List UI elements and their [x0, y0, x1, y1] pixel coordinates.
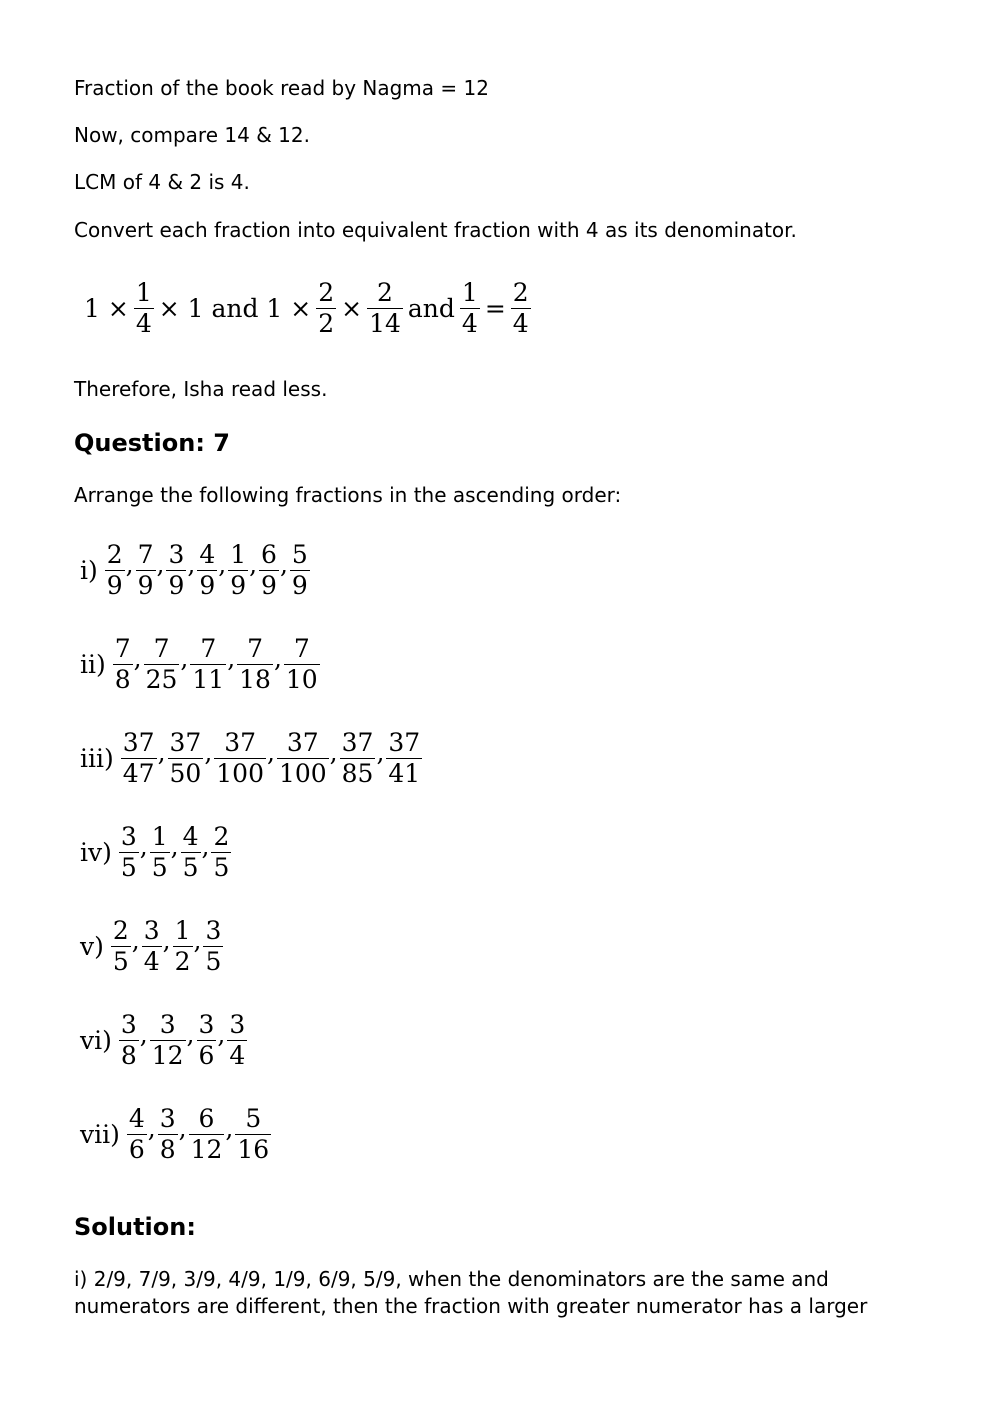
comma-separator: , — [170, 832, 179, 861]
eq-fraction-3: $\frac{2}{14}$ — [369, 278, 401, 338]
question-prompt: Arrange the following fractions in the ascending order: — [74, 483, 622, 507]
fraction: $\frac{3}{5}$ — [205, 916, 222, 976]
comma-separator: , — [267, 738, 275, 767]
comma-separator: , — [204, 738, 213, 767]
fraction: $\frac{1}{5}$ — [151, 822, 168, 882]
comma-separator: , — [162, 926, 171, 955]
item-label: vii) — [80, 1120, 120, 1149]
fraction: $\frac{3}{8}$ — [159, 1104, 176, 1164]
eq-token-4: and — [407, 294, 455, 323]
fraction: $\frac{7}{11}$ — [192, 634, 225, 694]
fraction: $\frac{3}{4}$ — [143, 916, 160, 976]
fraction: $\frac{37}{85}$ — [341, 728, 374, 788]
text-line-nagma: Fraction of the book read by Nagma = 12 — [74, 76, 489, 100]
item-label: v) — [80, 932, 104, 961]
fraction: $\frac{4}{9}$ — [199, 540, 216, 600]
eq-fraction-4: $\frac{1}{4}$ — [461, 278, 478, 338]
fraction: $\frac{1}{9}$ — [230, 540, 247, 600]
text-line-lcm: LCM of 4 & 2 is 4. — [74, 170, 250, 194]
comma-separator: , — [279, 550, 288, 579]
equivalent-fraction-equation — [80, 278, 532, 339]
eq-token-3: × — [341, 294, 363, 323]
comma-separator: , — [249, 550, 258, 579]
fraction-list-item — [80, 728, 423, 789]
comma-separator: , — [178, 1114, 187, 1143]
fraction: $\frac{37}{100}$ — [278, 728, 327, 788]
solution-heading: Solution: — [74, 1213, 196, 1241]
comma-separator: , — [376, 738, 385, 767]
eq-fraction-5: $\frac{2}{4}$ — [512, 278, 529, 338]
item-label: i) — [80, 556, 98, 585]
fraction: $\frac{2}{5}$ — [112, 916, 129, 976]
fraction: $\frac{7}{9}$ — [137, 540, 154, 600]
eq-token-2: × 1 and 1 × — [158, 294, 312, 323]
eq-token-5: = — [484, 294, 506, 323]
comma-separator: , — [217, 1020, 226, 1049]
fraction: $\frac{4}{5}$ — [182, 822, 199, 882]
eq-fraction-1: $\frac{1}{4}$ — [135, 278, 152, 338]
comma-separator: , — [227, 644, 236, 673]
fraction: $\frac{6}{9}$ — [261, 540, 277, 600]
fraction: $\frac{5}{16}$ — [237, 1104, 270, 1164]
fraction: $\frac{2}{5}$ — [213, 822, 230, 882]
fraction: $\frac{6}{12}$ — [190, 1104, 223, 1164]
fraction: $\frac{37}{100}$ — [216, 728, 264, 788]
fraction: $\frac{3}{9}$ — [168, 540, 185, 600]
comma-separator: , — [273, 644, 282, 673]
eq-fraction-2: $\frac{2}{2}$ — [318, 278, 335, 338]
comma-separator: , — [187, 550, 196, 579]
fraction: $\frac{3}{8}$ — [120, 1010, 137, 1070]
fraction: $\frac{37}{50}$ — [169, 728, 202, 788]
fraction-list-item — [80, 540, 311, 601]
fraction: $\frac{37}{47}$ — [122, 728, 155, 788]
text-line-conclusion: Therefore, Isha read less. — [74, 377, 328, 401]
text-line-compare: Now, compare 14 & 12. — [74, 123, 310, 147]
fraction: $\frac{4}{6}$ — [128, 1104, 145, 1164]
comma-separator: , — [131, 926, 140, 955]
fraction: $\frac{3}{6}$ — [198, 1010, 215, 1070]
fraction: $\frac{7}{10}$ — [285, 634, 318, 694]
item-label: iii) — [80, 744, 114, 773]
comma-separator: , — [180, 644, 189, 673]
fraction-list-item — [80, 916, 224, 977]
comma-separator: , — [139, 1020, 148, 1049]
item-label: vi) — [80, 1026, 112, 1055]
comma-separator: , — [218, 550, 227, 579]
comma-separator: , — [133, 644, 142, 673]
fraction-list-item — [80, 634, 321, 695]
comma-separator: , — [186, 1020, 195, 1049]
fraction: $\frac{2}{9}$ — [106, 540, 123, 600]
fraction: $\frac{7}{18}$ — [239, 634, 271, 694]
comma-separator: , — [139, 832, 148, 861]
comma-separator: , — [156, 550, 165, 579]
comma-separator: , — [225, 1114, 234, 1143]
comma-separator: , — [125, 550, 134, 579]
fraction: $\frac{1}{2}$ — [174, 916, 191, 976]
fraction: $\frac{7}{8}$ — [114, 634, 131, 694]
fraction: $\frac{5}{9}$ — [291, 540, 308, 600]
fraction: $\frac{3}{5}$ — [120, 822, 137, 882]
fraction-list-item — [80, 1104, 272, 1165]
eq-token-1: 1 × — [84, 294, 129, 323]
item-label: iv) — [80, 838, 112, 867]
fraction: $\frac{3}{12}$ — [151, 1010, 184, 1070]
fraction: $\frac{7}{25}$ — [145, 634, 178, 694]
item-label: ii) — [80, 650, 106, 679]
question-heading: Question: 7 — [74, 429, 230, 457]
comma-separator: , — [201, 832, 210, 861]
fraction: $\frac{37}{41}$ — [388, 728, 421, 788]
fraction-list-item — [80, 1010, 248, 1071]
comma-separator: , — [157, 738, 166, 767]
text-line-convert: Convert each fraction into equivalent fraction with 4 as its denominator. — [74, 218, 797, 242]
comma-separator: , — [193, 926, 202, 955]
solution-text: i) 2/9, 7/9, 3/9, 4/9, 1/9, 6/9, 5/9, when the denominators are the same and numerators are different, then the fraction with greater numerator has a larger — [74, 1267, 868, 1318]
fraction-list-item — [80, 822, 232, 883]
comma-separator: , — [147, 1114, 156, 1143]
comma-separator: , — [329, 738, 338, 767]
fraction: $\frac{3}{4}$ — [229, 1010, 246, 1070]
